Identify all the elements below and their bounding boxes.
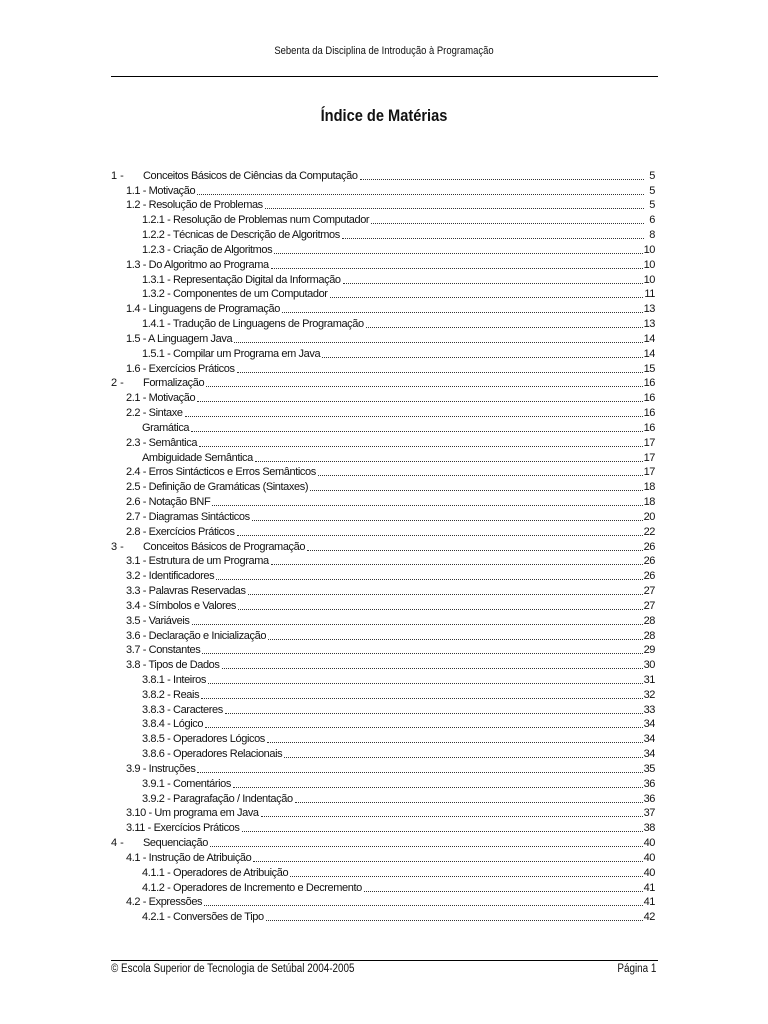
toc-dot-leader	[290, 876, 642, 877]
toc-entry[interactable]	[111, 908, 655, 923]
toc-page-number: 26	[643, 555, 655, 568]
toc-entry-label: 1.2 - Resolução de Problemas	[126, 199, 263, 212]
toc-entry[interactable]	[111, 508, 655, 523]
toc-entry[interactable]	[111, 538, 655, 553]
toc-entry-label: Conceitos Básicos de Programação	[143, 540, 306, 553]
toc-dot-leader	[238, 609, 643, 610]
toc-page-number: 40	[643, 837, 655, 850]
toc-page-number: 16	[643, 421, 655, 434]
toc-entry[interactable]	[111, 211, 655, 226]
toc-page-number: 40	[643, 866, 655, 879]
toc-entry[interactable]	[111, 612, 655, 627]
toc-entry-label: 2.2 - Sintaxe	[126, 407, 183, 420]
toc-page-number: 34	[643, 718, 655, 731]
toc-entry-label: 4.1.1 - Operadores de Atribuição	[142, 866, 289, 879]
toc-page-number: 11	[644, 288, 655, 301]
toc-dot-leader	[318, 475, 643, 476]
toc-dot-leader	[252, 520, 643, 521]
toc-entry-label: Gramática	[142, 421, 190, 434]
toc-dot-leader	[284, 757, 642, 758]
toc-page-number: 30	[643, 659, 655, 672]
toc-page-number: 37	[643, 807, 655, 820]
toc-page-number: 20	[643, 510, 655, 523]
toc-dot-leader	[261, 816, 643, 817]
toc-entry-label: 3.9.1 - Comentários	[142, 777, 231, 790]
toc-page-number: 5	[649, 184, 655, 197]
toc-entry[interactable]	[111, 553, 655, 568]
toc-entry[interactable]	[111, 671, 655, 686]
toc-dot-leader	[266, 920, 643, 921]
toc-page-number: 27	[643, 599, 655, 612]
toc-page-number: 41	[643, 896, 655, 909]
toc-entry[interactable]	[111, 567, 655, 582]
toc-dot-leader	[253, 861, 642, 862]
toc-dot-leader	[185, 416, 643, 417]
toc-entry[interactable]	[111, 627, 655, 642]
toc-entry[interactable]	[111, 478, 655, 493]
toc-entry[interactable]	[111, 879, 655, 894]
toc-entry[interactable]	[111, 701, 655, 716]
toc-entry-label: Sequenciação	[143, 837, 208, 850]
toc-entry[interactable]	[111, 271, 655, 286]
toc-dot-leader	[371, 223, 644, 224]
toc-page-number: 16	[643, 377, 655, 390]
toc-entry[interactable]	[111, 493, 655, 508]
toc-entry-label: 2.4 - Erros Sintácticos e Erros Semânticos	[126, 466, 316, 479]
toc-entry[interactable]	[111, 730, 655, 745]
toc-entry-label: 2.5 - Definição de Gramáticas (Sintaxes)	[126, 481, 309, 494]
toc-dot-leader	[342, 238, 644, 239]
toc-dot-leader	[191, 431, 642, 432]
toc-entry[interactable]	[111, 716, 655, 731]
toc-page-number: 8	[649, 229, 655, 242]
toc-dot-leader	[271, 268, 643, 269]
footer-divider	[111, 960, 658, 961]
toc-page-number: 36	[643, 792, 655, 805]
toc-page-number: 33	[643, 703, 655, 716]
toc-entry[interactable]	[111, 375, 655, 390]
toc-page-number: 17	[643, 451, 655, 464]
toc-page-number: 10	[643, 243, 655, 256]
toc-dot-leader	[295, 802, 643, 803]
toc-entry-label: 1.2.3 - Criação de Algoritmos	[142, 243, 273, 256]
toc-dot-leader	[202, 653, 642, 654]
toc-dot-leader	[310, 490, 642, 491]
toc-chapter-number: 2 -	[111, 377, 124, 390]
toc-dot-leader	[268, 639, 643, 640]
toc-page-number: 18	[643, 496, 655, 509]
toc-entry[interactable]	[111, 345, 655, 360]
toc-entry-label: 3.9.2 - Paragrafação / Indentação	[142, 792, 293, 805]
toc-entry-label: 2.8 - Exercícios Práticos	[126, 525, 235, 538]
toc-entry[interactable]	[111, 849, 655, 864]
toc-page-number: 5	[649, 169, 655, 182]
toc-entry-label: Conceitos Básicos de Ciências da Computação	[143, 169, 358, 182]
toc-entry[interactable]	[111, 686, 655, 701]
toc-entry-label: 2.7 - Diagramas Sintácticos	[126, 510, 250, 523]
toc-dot-leader	[360, 179, 644, 180]
toc-entry-label: 3.4 - Símbolos e Valores	[126, 599, 237, 612]
toc-entry-label: 1.4.1 - Tradução de Linguagens de Programação	[142, 318, 364, 331]
toc-page-number: 31	[643, 673, 655, 686]
toc-entry-label: Formalização	[143, 377, 205, 390]
toc-page-number: 41	[643, 881, 655, 894]
toc-dot-leader	[225, 713, 643, 714]
toc-dot-leader	[330, 297, 644, 298]
toc-entry[interactable]	[111, 775, 655, 790]
toc-dot-leader	[222, 668, 643, 669]
toc-entry-label: 3.7 - Constantes	[126, 644, 201, 657]
toc-entry-label: 1.6 - Exercícios Práticos	[126, 362, 235, 375]
toc-entry[interactable]	[111, 894, 655, 909]
toc-page-number: 14	[643, 347, 655, 360]
toc-page-number: 13	[643, 303, 655, 316]
toc-entry[interactable]	[111, 226, 655, 241]
toc-entry[interactable]	[111, 330, 655, 345]
toc-page-number: 10	[643, 273, 655, 286]
toc-entry[interactable]	[111, 389, 655, 404]
toc-entry[interactable]	[111, 449, 655, 464]
toc-entry-label: 1.4 - Linguagens de Programação	[126, 303, 280, 316]
toc-dot-leader	[197, 772, 642, 773]
toc-entry-label: 1.3 - Do Algoritmo ao Programa	[126, 258, 269, 271]
toc-chapter-number: 4 -	[111, 837, 124, 850]
toc-entry-label: 4.2.1 - Conversões de Tipo	[142, 911, 264, 924]
toc-page-number: 35	[643, 762, 655, 775]
toc-dot-leader	[265, 208, 644, 209]
toc-entry[interactable]	[111, 582, 655, 597]
toc-dot-leader	[210, 846, 643, 847]
toc-entry-label: 3.2 - Identificadores	[126, 570, 215, 583]
toc-entry[interactable]	[111, 241, 655, 256]
toc-dot-leader	[255, 461, 643, 462]
toc-entry-label: 3.1 - Estrutura de um Programa	[126, 555, 269, 568]
toc-dot-leader	[364, 891, 643, 892]
toc-entry-label: 2.1 - Motivação	[126, 392, 196, 405]
toc-dot-leader	[307, 550, 642, 551]
toc-page-number: 5	[649, 199, 655, 212]
footer-page-number: Página 1	[616, 963, 656, 975]
toc-entry-label: 1.3.2 - Componentes de um Computador	[142, 288, 328, 301]
toc-page-number: 26	[643, 540, 655, 553]
toc-entry-label: 3.9 - Instruções	[126, 762, 196, 775]
toc-page-number: 17	[643, 436, 655, 449]
toc-entry-label: 3.6 - Declaração e Inicialização	[126, 629, 267, 642]
toc-page-number: 10	[643, 258, 655, 271]
toc-dot-leader	[212, 505, 642, 506]
toc-entry[interactable]	[111, 300, 655, 315]
toc-entry-label: 4.1.2 - Operadores de Incremento e Decremento	[142, 881, 362, 894]
toc-entry-label: 1.1 - Motivação	[126, 184, 196, 197]
toc-entry[interactable]	[111, 760, 655, 775]
toc-entry-label: 3.3 - Palavras Reservadas	[126, 585, 246, 598]
toc-entry-label: 3.8.3 - Caracteres	[142, 703, 223, 716]
toc-entry[interactable]	[111, 790, 655, 805]
toc-entry[interactable]	[111, 434, 655, 449]
toc-page-number: 36	[643, 777, 655, 790]
toc-dot-leader	[204, 905, 642, 906]
table-of-contents	[111, 167, 655, 923]
header-divider	[111, 76, 658, 77]
toc-entry-label: 3.11 - Exercícios Práticos	[126, 822, 240, 835]
toc-entry[interactable]	[111, 182, 655, 197]
toc-entry-label: 1.3.1 - Representação Digital da Informação	[142, 273, 341, 286]
toc-dot-leader	[343, 283, 643, 284]
toc-chapter-number: 1 -	[111, 169, 124, 182]
toc-entry-label: 3.8.1 - Inteiros	[142, 673, 206, 686]
toc-entry-label: 2.6 - Notação BNF	[126, 496, 211, 509]
toc-dot-leader	[233, 787, 643, 788]
toc-page-number: 27	[643, 585, 655, 598]
toc-entry-label: 3.8 - Tipos de Dados	[126, 659, 220, 672]
toc-dot-leader	[248, 594, 643, 595]
toc-page-number: 29	[643, 644, 655, 657]
toc-page-number: 15	[643, 362, 655, 375]
toc-dot-leader	[274, 253, 642, 254]
toc-entry[interactable]	[111, 167, 655, 182]
toc-entry-label: 1.5.1 - Compilar um Programa em Java	[142, 347, 321, 360]
toc-page-number: 40	[643, 851, 655, 864]
toc-entry[interactable]	[111, 656, 655, 671]
toc-page-number: 17	[643, 466, 655, 479]
toc-dot-leader	[282, 312, 643, 313]
toc-page-number: 28	[643, 614, 655, 627]
toc-entry[interactable]	[111, 256, 655, 271]
toc-entry-label: Ambiguidade Semântica	[142, 451, 253, 464]
toc-entry[interactable]	[111, 404, 655, 419]
toc-entry[interactable]	[111, 315, 655, 330]
toc-entry[interactable]	[111, 642, 655, 657]
toc-page-number: 32	[643, 688, 655, 701]
toc-entry[interactable]	[111, 819, 655, 834]
toc-chapter-number: 3 -	[111, 540, 124, 553]
toc-dot-leader	[366, 327, 643, 328]
toc-entry-label: 4.2 - Expressões	[126, 896, 203, 909]
toc-entry-label: 1.5 - A Linguagem Java	[126, 332, 233, 345]
toc-entry[interactable]	[111, 360, 655, 375]
page-title: Índice de Matérias	[320, 106, 448, 125]
toc-entry[interactable]	[111, 197, 655, 212]
running-header: Sebenta da Disciplina de Introdução à Programação	[274, 45, 494, 57]
toc-entry[interactable]	[111, 523, 655, 538]
toc-page-number: 14	[643, 332, 655, 345]
toc-dot-leader	[206, 386, 642, 387]
toc-dot-leader	[271, 564, 643, 565]
toc-entry-label: 3.8.4 - Lógico	[142, 718, 204, 731]
toc-page-number: 18	[643, 481, 655, 494]
toc-dot-leader	[208, 683, 643, 684]
toc-page-number: 16	[643, 392, 655, 405]
toc-dot-leader	[197, 194, 644, 195]
toc-page-number: 22	[643, 525, 655, 538]
toc-dot-leader	[237, 372, 643, 373]
toc-dot-leader	[201, 698, 642, 699]
toc-dot-leader	[197, 401, 642, 402]
toc-page-number: 38	[643, 822, 655, 835]
toc-dot-leader	[192, 624, 643, 625]
toc-entry-label: 2.3 - Semântica	[126, 436, 198, 449]
toc-entry-label: 3.8.5 - Operadores Lógicos	[142, 733, 265, 746]
toc-dot-leader	[237, 535, 643, 536]
toc-dot-leader	[322, 357, 642, 358]
toc-entry-label: 3.8.2 - Reais	[142, 688, 200, 701]
toc-entry[interactable]	[111, 419, 655, 434]
toc-page-number: 28	[643, 629, 655, 642]
toc-dot-leader	[216, 579, 642, 580]
toc-dot-leader	[199, 446, 643, 447]
toc-entry-label: 3.10 - Um programa em Java	[126, 807, 259, 820]
toc-page-number: 26	[643, 570, 655, 583]
toc-page-number: 13	[643, 318, 655, 331]
toc-entry[interactable]	[111, 464, 655, 479]
footer-copyright: © Escola Superior de Tecnologia de Setúbal 2004-2005	[111, 963, 355, 975]
toc-dot-leader	[205, 727, 643, 728]
toc-entry[interactable]	[111, 805, 655, 820]
toc-dot-leader	[242, 831, 643, 832]
toc-entry-label: 1.2.2 - Técnicas de Descrição de Algoritmos	[142, 229, 340, 242]
toc-dot-leader	[267, 742, 643, 743]
toc-entry[interactable]	[111, 286, 655, 301]
toc-entry[interactable]	[111, 745, 655, 760]
toc-entry-label: 3.8.6 - Operadores Relacionais	[142, 748, 283, 761]
toc-entry[interactable]	[111, 597, 655, 612]
toc-page-number: 16	[643, 407, 655, 420]
toc-page-number: 6	[649, 214, 655, 227]
toc-page-number: 42	[643, 911, 655, 924]
toc-dot-leader	[234, 342, 642, 343]
toc-entry-label: 4.1 - Instrução de Atribuição	[126, 851, 252, 864]
toc-page-number: 34	[643, 733, 655, 746]
toc-entry-label: 1.2.1 - Resolução de Problemas num Computador	[142, 214, 370, 227]
toc-page-number: 34	[643, 748, 655, 761]
toc-entry[interactable]	[111, 864, 655, 879]
toc-entry[interactable]	[111, 834, 655, 849]
toc-entry-label: 3.5 - Variáveis	[126, 614, 190, 627]
